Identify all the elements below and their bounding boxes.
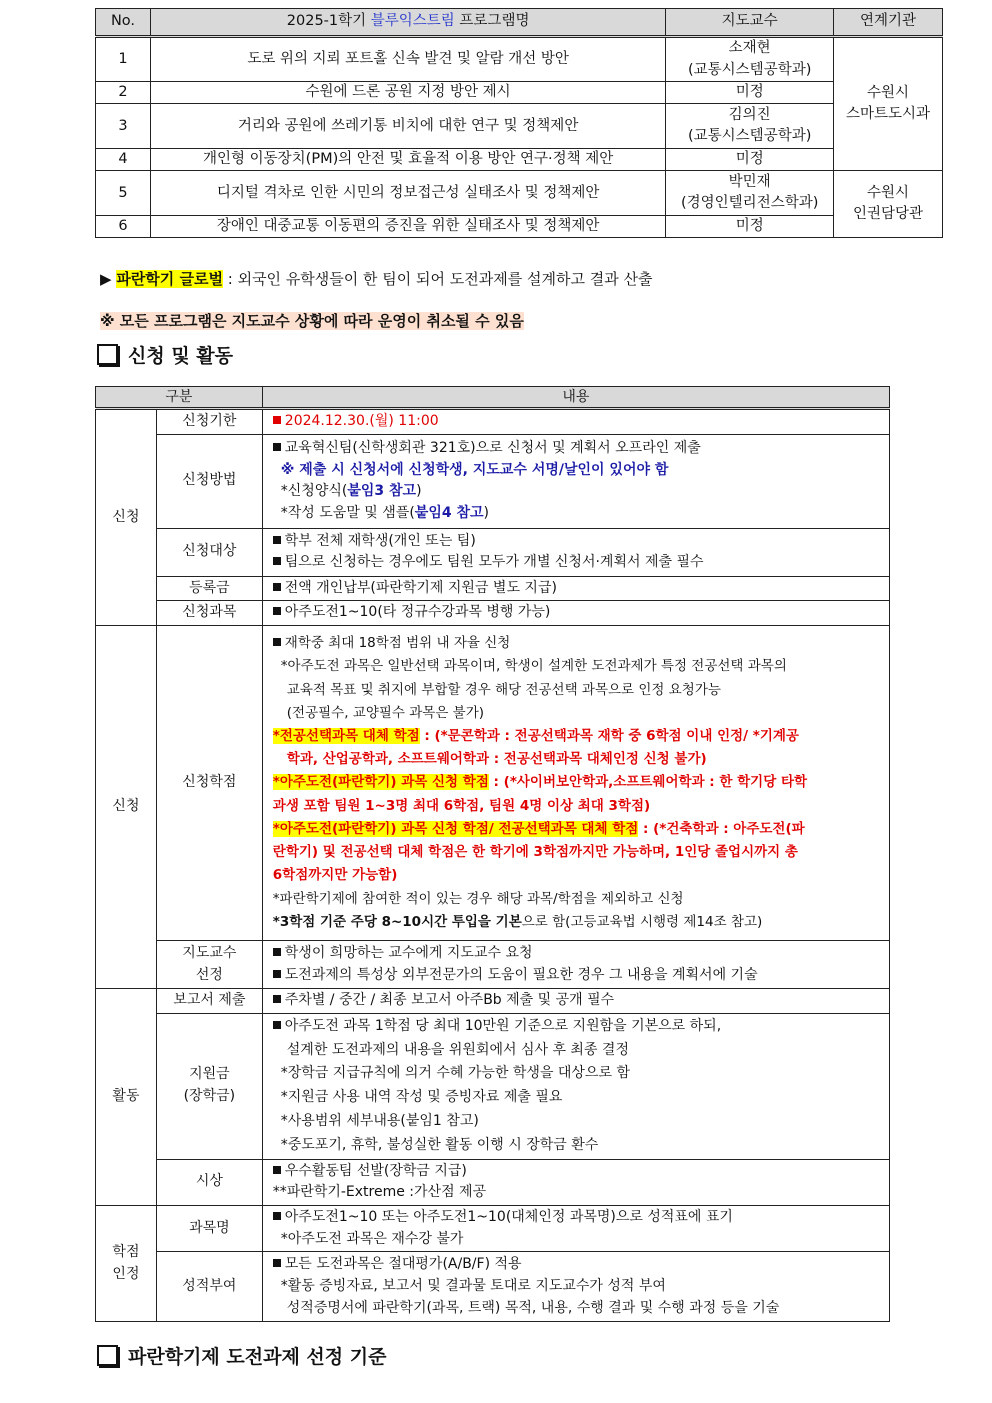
row-no: 2 [96,82,151,104]
apply-activity-table [95,386,890,1322]
header-partner: 연계기관 [834,9,943,37]
label-award: 시상 [156,1159,262,1205]
group-apply-2: 신청 [96,626,157,989]
header-content: 내용 [262,387,889,409]
table-row [96,528,890,576]
group-apply: 신청 [96,409,157,626]
program-table [95,8,943,238]
group-credit: 학점 인정 [96,1205,157,1321]
label-credits: 신청학점 [156,626,262,941]
checkbox-square-icon [97,344,118,365]
label-grading: 성적부여 [156,1252,262,1322]
grading-content: 모든 도전과목은 절대평가(A/B/F) 적용 *활동 증빙자료, 보고서 및 결과물 토대로 지도교수가 성적 부여 성적증명서에 파란학기(과목, 트랙) 목적, 내용, 수행 결과 및 수행 과정 등을 기술 [262,1252,889,1322]
partner-smart-city: 수원시 스마트도시과 [834,37,943,171]
fee-content: 전액 개인납부(파란학기제 지원금 별도 지급) [262,576,889,601]
header-category: 구분 [96,387,263,409]
row-no: 4 [96,149,151,171]
row-no: 5 [96,171,151,216]
group-activity: 활동 [96,989,157,1206]
row-advisor: 김의진 (교통시스템공학과) [666,104,834,149]
label-fund: 지원금 (장학금) [156,1013,262,1159]
header-no: No. [96,9,151,37]
method-content: 교육혁신팀(신학생회관 321호)으로 신청서 및 계획서 오프라인 제출 ※ 제출 시 신청서에 신청학생, 지도교수 서명/날인이 있어야 함 *신청양식(붙임3 참고) *작성 도움말 및 샘플(붙임4 참고) [262,434,889,528]
cancel-notice: ※ 모든 프로그램은 지도교수 상황에 따라 운영이 취소될 수 있음 [100,312,524,330]
advisor-selection-content: 학생이 희망하는 교수에게 지도교수 요청 도전과제의 특성상 외부전문가의 도움이 필요한 경우 그 내용을 계획서에 기술 [262,941,889,989]
table-row [96,82,943,104]
header-advisor: 지도교수 [666,9,834,37]
table-row [96,434,890,528]
table-row [96,576,890,601]
table-row [96,1252,890,1322]
label-advisor-selection: 지도교수 선정 [156,941,262,989]
label-fee: 등록금 [156,576,262,601]
table-row [96,601,890,626]
table-row [96,941,890,989]
table-row [96,1159,890,1205]
row-program-name: 디지털 격차로 인한 시민의 정보접근성 실태조사 및 정책제안 [150,171,665,216]
row-no: 1 [96,37,151,82]
row-program-name: 도로 위의 지뢰 포트홀 신속 발견 및 알람 개선 방안 [150,37,665,82]
table-row [96,216,943,238]
section-apply-title: 신청 및 활동 [97,341,233,368]
global-text: : 외국인 유학생들이 한 팀이 되어 도전과제를 설계하고 결과 산출 [222,270,653,288]
label-course: 신청과목 [156,601,262,626]
partner-human-rights: 수원시 인권담당관 [834,171,943,238]
label-deadline: 신청기한 [156,409,262,435]
table-row [96,626,890,941]
credits-content: 재학중 최대 18학점 범위 내 자율 신청 *아주도전 과목은 일반선택 과목이며, 학생이 설계한 도전과제가 특정 전공선택 과목의 교육적 목표 및 취지에 부합할 경우 해당 전공선택 과목으로 인정 요청가능 (전공필수, 교양필수 과목은 불가) *전공선택과목 대체 학점 : (*문콘학과 : 전공선택과목 재학 중 6학점 이내 인정/ *기계공 학과, 산업공학과, 소프트웨어학과 : 전공선택과목 대체인정 신청 불가) *아주도전(파란학기) 과목 신청 학점 : (*사이버보안학과,소프트웨어학과 : 한 학기당 타학 과생 포함 팀원 1~3명 최대 6학점, 팀원 4명 이상 최대 3학점) *아주도전(파란학기) 과목 신청 학점/ 전공선택과목 대체 학점 : (*건축학과 : 아주도전(파 란학기) 및 전공선택 대체 학점은 한 학기에 3학점까지만 가능하며, 1인당 졸업시까지 총 6학점까지만 가능함) *파란학기제에 참여한 적이 있는 경우 해당 과목/학점을 제외하고 신청 *3학점 기준 주당 8~10시간 투입을 기본으로 함(고등교육법 시행령 제14조 참고) [262,626,889,941]
table-row [96,1205,890,1251]
table-row [96,409,890,435]
row-advisor: 미정 [666,149,834,171]
checkbox-square-icon [97,1345,118,1366]
header-program-name: 2025-1학기 블루익스트림 프로그램명 [150,9,665,37]
table-row [96,149,943,171]
global-note [100,268,652,289]
fund-content: 아주도전 과목 1학점 당 최대 10만원 기준으로 지원함을 기본으로 하되, 설계한 도전과제의 내용을 위원회에서 심사 후 최종 결정 *장학금 지급규칙에 의거 수혜 가능한 학생을 대상으로 함 *지원금 사용 내역 작성 및 증빙자료 제출 필요 *사용범위 세부내용(붙임1 참고) *중도포기, 휴학, 불성실한 활동 이행 시 장학금 환수 [262,1013,889,1159]
label-target: 신청대상 [156,528,262,576]
global-label: 파란학기 글로벌 [116,270,223,288]
row-advisor: 미정 [666,216,834,238]
label-course-name: 과목명 [156,1205,262,1251]
row-program-name: 거리와 공원에 쓰레기통 비치에 대한 연구 및 정책제안 [150,104,665,149]
target-content: 학부 전체 재학생(개인 또는 팀) 팀으로 신청하는 경우에도 팀원 모두가 개별 신청서·계획서 제출 필수 [262,528,889,576]
section-criteria-title: 파란학기제 도전과제 선정 기준 [97,1342,386,1369]
table-row [96,171,943,216]
table-row [96,104,943,149]
award-content: 우수활동팀 선발(장학금 지급) **파란학기-Extreme :가산점 제공 [262,1159,889,1205]
program-table-header [96,9,943,37]
row-program-name: 개인형 이동장치(PM)의 안전 및 효율적 이용 방안 연구·정책 제안 [150,149,665,171]
row-advisor: 박민재 (경영인텔리전스학과) [666,171,834,216]
course-name-content: 아주도전1~10 또는 아주도전1~10(대체인정 과목명)으로 성적표에 표기 *아주도전 과목은 재수강 불가 [262,1205,889,1251]
table-row [96,989,890,1014]
row-no: 3 [96,104,151,149]
row-program-name: 장애인 대중교통 이동편의 증진을 위한 실태조사 및 정책제안 [150,216,665,238]
row-advisor: 소재현 (교통시스템공학과) [666,37,834,82]
table-row [96,1013,890,1159]
label-report: 보고서 제출 [156,989,262,1014]
table-row [96,37,943,82]
deadline-value: 2024.12.30.(월) 11:00 [262,409,889,435]
report-content: 주차별 / 중간 / 최종 보고서 아주Bb 제출 및 공개 필수 [262,989,889,1014]
triangle-bullet-icon: ▶ [100,270,112,288]
label-method: 신청방법 [156,434,262,528]
main-table-header [96,387,890,409]
course-content: 아주도전1~10(타 정규수강과목 병행 가능) [262,601,889,626]
row-program-name: 수원에 드론 공원 지정 방안 제시 [150,82,665,104]
row-advisor: 미정 [666,82,834,104]
row-no: 6 [96,216,151,238]
